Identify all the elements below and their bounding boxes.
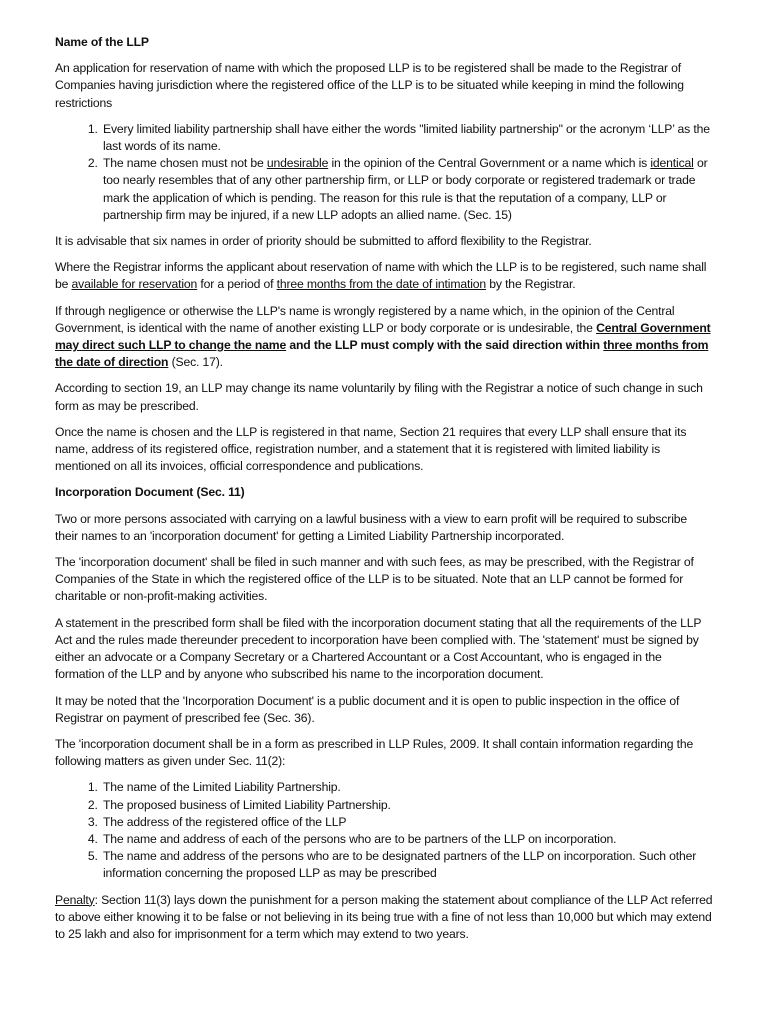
text-run: Where the Registrar informs the applicant about reservation of name with which the LLP is to be registered, such name shall be — [55, 260, 707, 292]
penalty-text: : Section 11(3) lays down the punishment for a person making the statement about compliance of the LLP Act referred to above either knowing it to be false or not believing in its being true with a fine of not less than 10,000 but which may extend to 25 lakh and also for imprisonment for a term which may extend to two years. — [55, 892, 713, 941]
list-item-text: or too nearly resembles that of any other partnership firm, or LLP or body corporate or registered trademark or trade mark the application of which is pending. The reason for this rule is that the reputation of a company, LLP or partnership firm may be injured, if a new LLP adopts an allied name. (Sec. 15) — [103, 156, 708, 222]
list-item: 5. The name and address of the persons who are to be designated partners of the LLP on incorporation. Such other information concerning the proposed LLP as may be prescribed — [101, 848, 713, 882]
paragraph-incorporation-2: The 'incorporation document' shall be filed in such manner and with such fees, as may be prescribed, with the Registrar of Companies of the State in which the registered office of the LLP is to be situated. Note that an LLP cannot be formed for charitable or non-profit-making activities. — [55, 555, 694, 604]
list-item: 3. The address of the registered office of the LLP — [101, 814, 713, 831]
underlined-term: three months from the date of intimation — [276, 277, 487, 292]
paragraph-incorporation-3: A statement in the prescribed form shall be filed with the incorporation document stating that all the requirements of the LLP Act and the rules made thereunder precedent to incorporation have been complied with. The 'statement' must be signed by either an advocate or a Company Secretary or a Chartered Accountant or a Cost Accountant, who is engaged in the formation of the LLP and by anyone who subscribed his name to the incorporation document. — [55, 615, 702, 682]
bold-text-run: and the LLP must comply with the said direction within — [286, 338, 604, 353]
text-run: by the Registrar. — [486, 277, 576, 292]
list-item — [101, 155, 713, 224]
list-item-text: in the opinion of the Central Government or a name which is — [328, 156, 651, 171]
section-heading-incorporation: Incorporation Document (Sec. 11) — [55, 485, 245, 500]
list-item: 2. The proposed business of Limited Liability Partnership. — [101, 797, 713, 814]
underlined-term: undesirable — [266, 156, 329, 171]
list-item: 4. The name and address of each of the persons who are to be partners of the LLP on incorporation. — [101, 831, 713, 848]
paragraph-incorporation-4: It may be noted that the 'Incorporation Document' is a public document and it is open to public inspection in the office of Registrar on payment of prescribed fee (Sec. 36). — [55, 693, 680, 725]
paragraph-intro: An application for reservation of name with which the proposed LLP is to be registered shall be made to the Registrar of Companies having jurisdiction where the registered office of the LLP is to be situated while keeping in mind the following restrictions — [55, 61, 684, 110]
underlined-bold-term: three months from the date of direction — [55, 338, 709, 370]
paragraph-section-21: Once the name is chosen and the LLP is registered in that name, Section 21 requires that every LLP shall ensure that its name, address of its registered office, registration number, and a statement that it is registered with limited liability is mentioned on all its invoices, official correspondence and publications. — [55, 424, 687, 474]
paragraph-incorporation-1: Two or more persons associated with carrying on a lawful business with a view to earn profit will be required to subscribe their names to an 'incorporation document' for getting a Limited Liability Partnership incorporated. — [55, 511, 688, 543]
underlined-term: identical — [650, 156, 694, 171]
text-run: for a period of — [197, 277, 277, 292]
text-run: (Sec. 17). — [168, 355, 223, 370]
incorporation-matters-list — [55, 779, 713, 882]
section-heading-name: Name of the LLP — [55, 35, 149, 49]
list-item: 1. The name of the Limited Liability Partnership. — [101, 779, 713, 796]
paragraph-penalty — [55, 892, 713, 944]
restrictions-list — [55, 121, 713, 224]
list-item — [101, 121, 713, 155]
list-item-text: Every limited liability partnership shall have either the words "limited liability partnership" or the acronym ‘LLP’ as the last words of its name. — [103, 121, 710, 154]
underlined-term: available for reservation — [71, 277, 198, 292]
paragraph-section-19: According to section 19, an LLP may change its name voluntarily by filing with the Registrar a notice of such change in such form as may be prescribed. — [55, 381, 703, 413]
text-run: If through negligence or otherwise the LLP's name is wrongly registered by a name which, in the opinion of the Central Government, is identical with the name of another existing LLP or body corporate or is undesirable, the — [55, 303, 675, 335]
paragraph-incorporation-5: The 'incorporation document shall be in a form as prescribed in LLP Rules, 2009. It shall contain information regarding the following matters as given under Sec. 11(2): — [55, 736, 694, 769]
list-item-text: The name chosen must not be — [103, 156, 267, 171]
penalty-label: Penalty — [55, 892, 95, 907]
paragraph-negligence — [55, 303, 713, 372]
paragraph-advisable: It is advisable that six names in order of priority should be submitted to afford flexibility to the Registrar. — [55, 234, 592, 249]
underlined-bold-term: Central Government may direct such LLP to change the name — [55, 320, 711, 353]
paragraph-reservation — [55, 259, 713, 293]
